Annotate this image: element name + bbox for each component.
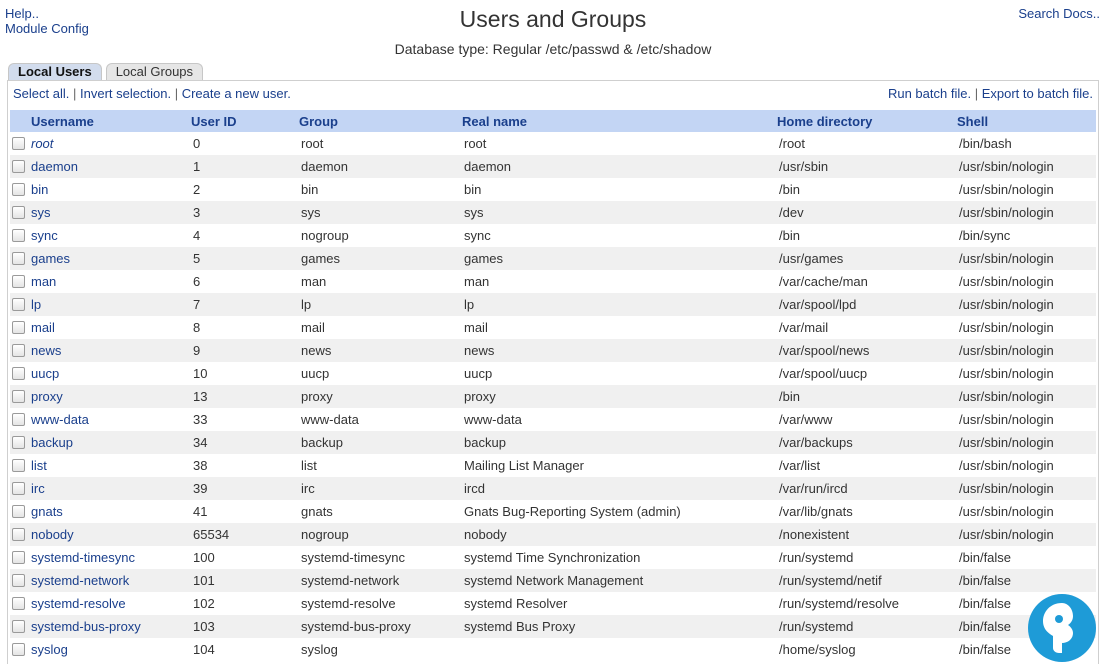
batch-links — [888, 86, 1093, 104]
cell-home-directory: /dev — [777, 201, 957, 224]
row-checkbox[interactable] — [12, 482, 25, 495]
cell-user-id: 3 — [191, 201, 299, 224]
invert-selection-link[interactable]: Invert selection. — [80, 86, 172, 101]
cell-real-name: systemd Resolver — [462, 592, 777, 615]
cell-user-id: 102 — [191, 592, 299, 615]
username-link[interactable]: sync — [31, 228, 58, 243]
cell-shell: /usr/sbin/nologin — [957, 362, 1096, 385]
cell-username — [10, 592, 191, 615]
username-link[interactable]: systemd-timesync — [31, 550, 136, 565]
cell-user-id: 10 — [191, 362, 299, 385]
cell-group: systemd-timesync — [299, 546, 462, 569]
cell-home-directory: /var/spool/lpd — [777, 293, 957, 316]
cell-group: list — [299, 454, 462, 477]
cell-real-name: proxy — [462, 385, 777, 408]
cell-real-name — [462, 638, 777, 661]
table-row — [10, 362, 1096, 385]
row-checkbox[interactable] — [12, 298, 25, 311]
create-user-link[interactable]: Create a new user. — [181, 86, 291, 101]
separator: | — [174, 86, 179, 101]
cell-shell: /usr/sbin/nologin — [957, 408, 1096, 431]
cell-home-directory: /root — [777, 132, 957, 155]
cell-group: bin — [299, 178, 462, 201]
column-header-real-name[interactable]: Real name — [462, 110, 777, 132]
cell-user-id: 1 — [191, 155, 299, 178]
cell-username — [10, 362, 191, 385]
row-checkbox[interactable] — [12, 551, 25, 564]
cell-username — [10, 293, 191, 316]
row-checkbox[interactable] — [12, 620, 25, 633]
table-row — [10, 638, 1096, 661]
cell-shell: /usr/sbin/nologin — [957, 523, 1096, 546]
cell-username — [10, 638, 191, 661]
cell-group: root — [299, 132, 462, 155]
cell-home-directory: /bin — [777, 224, 957, 247]
row-checkbox[interactable] — [12, 229, 25, 242]
username-link[interactable]: www-data — [31, 412, 89, 427]
table-row — [10, 155, 1096, 178]
cell-home-directory: /var/www — [777, 408, 957, 431]
cell-shell: /bin/false — [957, 615, 1096, 638]
cell-shell: /bin/bash — [957, 132, 1096, 155]
tab-bar — [8, 63, 203, 80]
cell-group: systemd-bus-proxy — [299, 615, 462, 638]
row-checkbox[interactable] — [12, 137, 25, 150]
row-checkbox[interactable] — [12, 528, 25, 541]
row-checkbox[interactable] — [12, 321, 25, 334]
cell-real-name: Mailing List Manager — [462, 454, 777, 477]
row-checkbox[interactable] — [12, 160, 25, 173]
table-row — [10, 408, 1096, 431]
cell-username — [10, 454, 191, 477]
cell-user-id: 0 — [191, 132, 299, 155]
row-checkbox[interactable] — [12, 252, 25, 265]
cell-username — [10, 569, 191, 592]
cell-shell: /bin/false — [957, 592, 1096, 615]
cell-group: gnats — [299, 500, 462, 523]
cell-username — [10, 385, 191, 408]
users-table — [10, 110, 1096, 661]
users-panel — [7, 80, 1099, 664]
row-checkbox[interactable] — [12, 436, 25, 449]
table-row — [10, 477, 1096, 500]
cell-group: lp — [299, 293, 462, 316]
cell-shell: /bin/false — [957, 546, 1096, 569]
cell-home-directory: /nonexistent — [777, 523, 957, 546]
watermark-logo-icon — [1026, 592, 1098, 664]
cell-home-directory: /var/list — [777, 454, 957, 477]
cell-real-name: systemd Bus Proxy — [462, 615, 777, 638]
cell-real-name: nobody — [462, 523, 777, 546]
help-link[interactable]: Help.. — [5, 6, 39, 21]
table-row — [10, 293, 1096, 316]
cell-username — [10, 316, 191, 339]
cell-username — [10, 546, 191, 569]
cell-user-id: 13 — [191, 385, 299, 408]
cell-real-name: systemd Network Management — [462, 569, 777, 592]
separator: | — [73, 86, 77, 101]
cell-real-name: sync — [462, 224, 777, 247]
cell-home-directory: /var/mail — [777, 316, 957, 339]
cell-home-directory: /home/syslog — [777, 638, 957, 661]
cell-username — [10, 615, 191, 638]
cell-group: games — [299, 247, 462, 270]
cell-group: backup — [299, 431, 462, 454]
cell-user-id: 39 — [191, 477, 299, 500]
cell-user-id: 2 — [191, 178, 299, 201]
cell-group: irc — [299, 477, 462, 500]
tab-local-groups[interactable]: Local Groups — [106, 63, 203, 80]
cell-real-name: mail — [462, 316, 777, 339]
cell-group: systemd-network — [299, 569, 462, 592]
cell-username — [10, 224, 191, 247]
cell-username — [10, 477, 191, 500]
cell-shell: /usr/sbin/nologin — [957, 385, 1096, 408]
cell-real-name: bin — [462, 178, 777, 201]
cell-real-name: man — [462, 270, 777, 293]
cell-home-directory: /run/systemd — [777, 546, 957, 569]
selection-links — [13, 86, 291, 104]
module-config-link[interactable]: Module Config — [5, 21, 89, 36]
database-type-label: Database type: Regular /etc/passwd & /etc/shadow — [394, 41, 712, 57]
table-row — [10, 270, 1096, 293]
cell-home-directory: /usr/games — [777, 247, 957, 270]
cell-shell: /usr/sbin/nologin — [957, 247, 1096, 270]
row-checkbox[interactable] — [12, 183, 25, 196]
username-link[interactable]: gnats — [31, 504, 63, 519]
username-link[interactable]: lp — [31, 297, 42, 312]
username-link[interactable]: syslog — [31, 642, 68, 657]
table-row — [10, 615, 1096, 638]
cell-shell: /usr/sbin/nologin — [957, 178, 1096, 201]
cell-shell: /usr/sbin/nologin — [957, 454, 1096, 477]
cell-home-directory: /var/spool/news — [777, 339, 957, 362]
cell-real-name: lp — [462, 293, 777, 316]
row-checkbox[interactable] — [12, 390, 25, 403]
cell-home-directory: /var/cache/man — [777, 270, 957, 293]
cell-home-directory: /var/backups — [777, 431, 957, 454]
cell-username — [10, 431, 191, 454]
cell-user-id: 6 — [191, 270, 299, 293]
cell-user-id: 5 — [191, 247, 299, 270]
username-link[interactable]: news — [31, 343, 62, 358]
cell-real-name: ircd — [462, 477, 777, 500]
row-checkbox[interactable] — [12, 459, 25, 472]
cell-group: sys — [299, 201, 462, 224]
username-link[interactable]: daemon — [31, 159, 78, 174]
cell-real-name: systemd Time Synchronization — [462, 546, 777, 569]
username-link[interactable]: mail — [31, 320, 55, 335]
table-row — [10, 316, 1096, 339]
cell-home-directory: /var/spool/uucp — [777, 362, 957, 385]
cell-user-id: 103 — [191, 615, 299, 638]
table-row — [10, 500, 1096, 523]
cell-group: news — [299, 339, 462, 362]
cell-real-name: root — [462, 132, 777, 155]
cell-group: syslog — [299, 638, 462, 661]
cell-user-id: 101 — [191, 569, 299, 592]
table-row — [10, 385, 1096, 408]
cell-group: www-data — [299, 408, 462, 431]
username-link[interactable]: list — [31, 458, 47, 473]
cell-user-id: 7 — [191, 293, 299, 316]
cell-user-id: 104 — [191, 638, 299, 661]
cell-user-id: 100 — [191, 546, 299, 569]
username-link[interactable]: proxy — [31, 389, 63, 404]
username-link[interactable]: games — [31, 251, 71, 266]
select-all-link[interactable]: Select all. — [13, 86, 70, 101]
cell-user-id: 4 — [191, 224, 299, 247]
username-link[interactable]: backup — [31, 435, 73, 450]
table-row — [10, 592, 1096, 615]
search-docs-link[interactable]: Search Docs.. — [1018, 6, 1100, 21]
cell-real-name: backup — [462, 431, 777, 454]
users-table-body — [10, 132, 1096, 661]
cell-username — [10, 155, 191, 178]
username-link[interactable]: man — [31, 274, 57, 289]
username-link[interactable]: nobody — [31, 527, 74, 542]
cell-shell: /bin/false — [957, 569, 1096, 592]
username-link[interactable]: uucp — [31, 366, 60, 381]
cell-username — [10, 201, 191, 224]
row-checkbox[interactable] — [12, 597, 25, 610]
column-header-group[interactable]: Group — [299, 110, 462, 132]
row-checkbox[interactable] — [12, 505, 25, 518]
cell-username — [10, 339, 191, 362]
cell-shell: /usr/sbin/nologin — [957, 500, 1096, 523]
cell-real-name: www-data — [462, 408, 777, 431]
cell-user-id: 65534 — [191, 523, 299, 546]
cell-real-name: sys — [462, 201, 777, 224]
cell-username — [10, 270, 191, 293]
cell-home-directory: /run/systemd/netif — [777, 569, 957, 592]
cell-shell: /bin/false — [957, 638, 1096, 661]
cell-group: mail — [299, 316, 462, 339]
cell-real-name: news — [462, 339, 777, 362]
action-links-bar — [13, 86, 1093, 104]
cell-home-directory: /var/run/ircd — [777, 477, 957, 500]
cell-shell: /usr/sbin/nologin — [957, 201, 1096, 224]
cell-user-id: 41 — [191, 500, 299, 523]
table-row — [10, 201, 1096, 224]
export-batch-file-link[interactable]: Export to batch file. — [981, 86, 1093, 101]
tab-local-users[interactable]: Local Users — [8, 63, 102, 80]
table-header-row — [10, 110, 1096, 132]
cell-group: man — [299, 270, 462, 293]
cell-group: nogroup — [299, 523, 462, 546]
table-row — [10, 178, 1096, 201]
row-checkbox[interactable] — [12, 206, 25, 219]
cell-shell: /usr/sbin/nologin — [957, 293, 1096, 316]
username-link[interactable]: root — [31, 136, 54, 151]
row-checkbox[interactable] — [12, 367, 25, 380]
table-row — [10, 339, 1096, 362]
separator: | — [974, 86, 979, 101]
cell-shell: /usr/sbin/nologin — [957, 316, 1096, 339]
table-row — [10, 546, 1096, 569]
row-checkbox[interactable] — [12, 643, 25, 656]
cell-shell: /usr/sbin/nologin — [957, 270, 1096, 293]
cell-user-id: 34 — [191, 431, 299, 454]
row-checkbox[interactable] — [12, 413, 25, 426]
cell-shell: /usr/sbin/nologin — [957, 431, 1096, 454]
column-header-home-directory[interactable]: Home directory — [777, 110, 957, 132]
cell-username — [10, 408, 191, 431]
cell-shell: /usr/sbin/nologin — [957, 155, 1096, 178]
cell-home-directory: /run/systemd — [777, 615, 957, 638]
cell-user-id: 9 — [191, 339, 299, 362]
page-title: Users and Groups — [459, 6, 647, 32]
cell-user-id: 33 — [191, 408, 299, 431]
username-link[interactable]: systemd-resolve — [31, 596, 126, 611]
table-row — [10, 247, 1096, 270]
cell-group: systemd-resolve — [299, 592, 462, 615]
cell-username — [10, 523, 191, 546]
cell-home-directory: /bin — [777, 178, 957, 201]
table-row — [10, 224, 1096, 247]
username-link[interactable]: bin — [31, 182, 49, 197]
cell-home-directory: /bin — [777, 385, 957, 408]
cell-home-directory: /usr/sbin — [777, 155, 957, 178]
cell-user-id: 8 — [191, 316, 299, 339]
cell-username — [10, 132, 191, 155]
run-batch-file-link[interactable]: Run batch file. — [887, 86, 972, 101]
cell-group: daemon — [299, 155, 462, 178]
cell-real-name: Gnats Bug-Reporting System (admin) — [462, 500, 777, 523]
username-link[interactable]: sys — [31, 205, 51, 220]
cell-shell: /bin/sync — [957, 224, 1096, 247]
cell-group: proxy — [299, 385, 462, 408]
cell-group: uucp — [299, 362, 462, 385]
cell-home-directory: /run/systemd/resolve — [777, 592, 957, 615]
cell-real-name: uucp — [462, 362, 777, 385]
cell-shell: /usr/sbin/nologin — [957, 477, 1096, 500]
cell-user-id: 38 — [191, 454, 299, 477]
column-header-shell[interactable]: Shell — [957, 110, 1096, 132]
column-header-user-id[interactable]: User ID — [191, 110, 299, 132]
username-link[interactable]: systemd-bus-proxy — [31, 619, 141, 634]
cell-home-directory: /var/lib/gnats — [777, 500, 957, 523]
cell-username — [10, 247, 191, 270]
cell-group: nogroup — [299, 224, 462, 247]
row-checkbox[interactable] — [12, 275, 25, 288]
table-row — [10, 454, 1096, 477]
cell-shell: /usr/sbin/nologin — [957, 339, 1096, 362]
cell-username — [10, 500, 191, 523]
table-row — [10, 523, 1096, 546]
cell-real-name: daemon — [462, 155, 777, 178]
cell-real-name: games — [462, 247, 777, 270]
table-row — [10, 132, 1096, 155]
table-row — [10, 431, 1096, 454]
cell-username — [10, 178, 191, 201]
table-row — [10, 569, 1096, 592]
username-link[interactable]: systemd-network — [31, 573, 130, 588]
row-checkbox[interactable] — [12, 574, 25, 587]
column-header-username[interactable]: Username — [10, 110, 191, 132]
username-link[interactable]: irc — [31, 481, 45, 496]
row-checkbox[interactable] — [12, 344, 25, 357]
